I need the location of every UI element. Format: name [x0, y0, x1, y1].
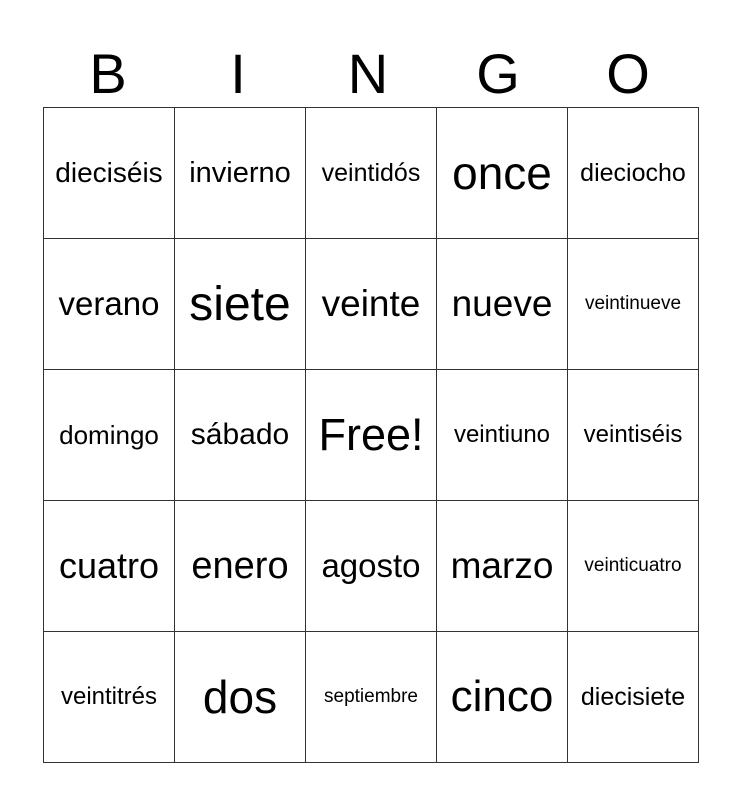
cell-word: veintidós — [321, 158, 421, 187]
bingo-cell — [175, 632, 306, 763]
cell-word: diecisiete — [580, 682, 686, 711]
bingo-cell — [568, 108, 699, 239]
cell-word: marzo — [450, 545, 554, 586]
bingo-cell — [44, 632, 175, 763]
bingo-cell — [306, 501, 437, 632]
free-space-label: Free! — [318, 409, 424, 460]
cell-word: veintinueve — [584, 293, 682, 314]
cell-word: cuatro — [58, 545, 160, 586]
bingo-cell — [44, 370, 175, 501]
bingo-cell — [44, 501, 175, 632]
bingo-cell — [306, 239, 437, 370]
header-letter-n: N — [347, 42, 389, 105]
bingo-row-5 — [44, 632, 699, 763]
header-letter-i: I — [230, 42, 246, 105]
bingo-cell — [568, 632, 699, 763]
header-letter-b: B — [89, 42, 127, 105]
cell-word: sábado — [190, 418, 290, 451]
bingo-row-1 — [44, 108, 699, 239]
cell-word: veintitrés — [60, 683, 158, 710]
cell-word: dieciséis — [55, 157, 163, 188]
bingo-cell — [568, 370, 699, 501]
cell-word: veintiséis — [583, 421, 683, 448]
cell-word: enero — [191, 544, 289, 587]
bingo-cell — [437, 239, 568, 370]
cell-word: dieciocho — [580, 158, 686, 187]
bingo-cell — [44, 239, 175, 370]
cell-word: veinticuatro — [584, 555, 682, 576]
header-letter-g: G — [476, 42, 520, 105]
bingo-cell — [306, 108, 437, 239]
bingo-header — [43, 40, 693, 108]
cell-word: dos — [202, 671, 278, 723]
bingo-row-4 — [44, 501, 699, 632]
bingo-cell — [437, 108, 568, 239]
free-space-cell — [306, 370, 437, 501]
bingo-cell — [437, 632, 568, 763]
cell-word: veinte — [321, 283, 421, 324]
bingo-cell — [175, 501, 306, 632]
bingo-cell — [306, 632, 437, 763]
cell-word: siete — [189, 277, 291, 331]
bingo-row-3 — [44, 370, 699, 501]
cell-word: cinco — [450, 672, 554, 721]
cell-word: nueve — [451, 283, 553, 324]
header-letter-o: O — [606, 42, 650, 105]
bingo-cell — [568, 239, 699, 370]
bingo-card-grid — [43, 107, 699, 763]
bingo-cell — [44, 108, 175, 239]
cell-word: once — [452, 147, 552, 199]
cell-word: domingo — [59, 419, 159, 450]
bingo-cell — [175, 108, 306, 239]
bingo-cell — [175, 370, 306, 501]
bingo-cell — [568, 501, 699, 632]
bingo-cell — [437, 370, 568, 501]
cell-word: invierno — [189, 156, 291, 189]
cell-word: agosto — [321, 547, 421, 584]
cell-word: veintiuno — [453, 421, 551, 448]
bingo-cell — [175, 239, 306, 370]
bingo-row-2 — [44, 239, 699, 370]
cell-word: verano — [58, 285, 160, 322]
cell-word: septiembre — [324, 686, 418, 707]
bingo-cell — [437, 501, 568, 632]
